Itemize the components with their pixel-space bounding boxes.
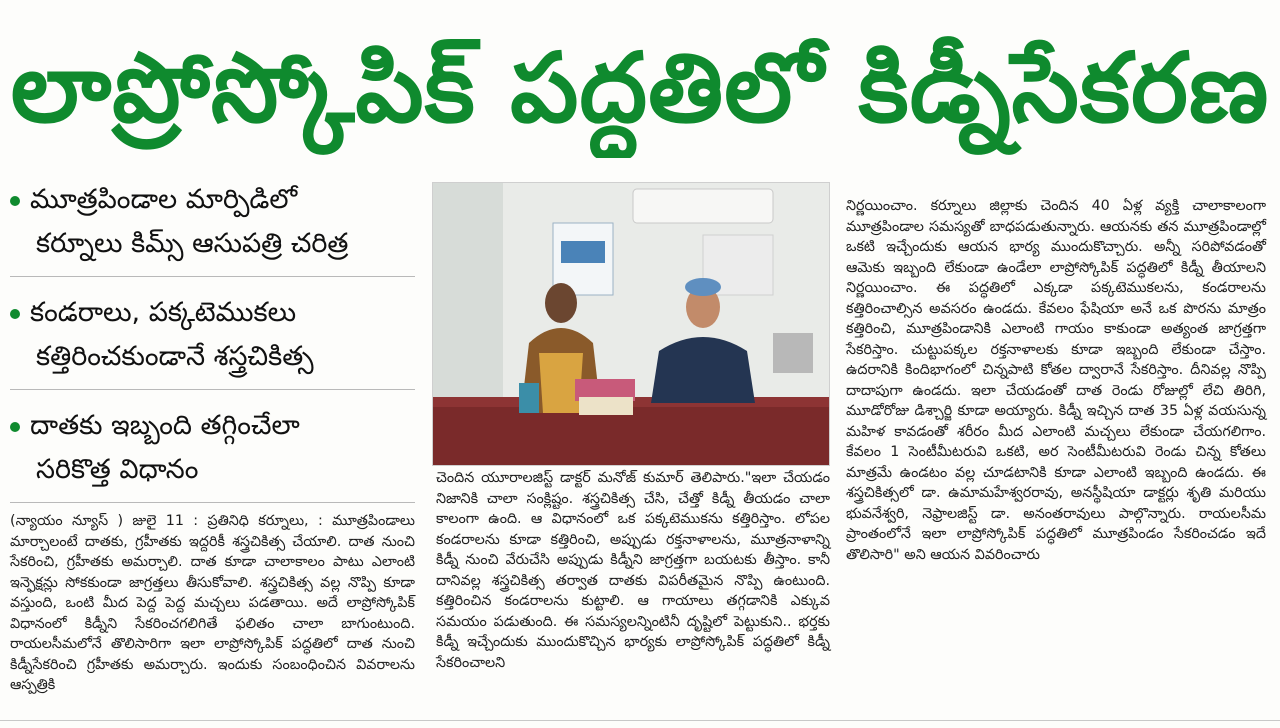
bullet-line: కత్తిరించకుండానే శస్త్రచికిత్స: [36, 341, 314, 372]
bullet-point: [10, 398, 415, 503]
bullet-point: [10, 172, 415, 277]
article-text-col3: నిర్ణయించాం. కర్నూలు జిల్లాకు చెందిన 40 ఏళ్ల వ్యక్తి చాలాకాలంగా మూత్రపిండాల సమస్యతో బాధపడుతున్నారు. ఆయనకు తన మూత్రపిండాల్లో ఒకటి ఇచ్చేందుకు ఆయన భార్య ముందుకొచ్చారు. అన్నీ సరిపోవడంతో ఆమెకు ఇబ్బంది లేకుండా ఉండేలా లాప్రోస్కోపిక్ పద్ధతిలో కిడ్నీ తీయాలని నిర్ణయించాం. ఈ పద్ధతిలో ఎక్కడా పక్కటెముకలను, కండరాలను కత్తిరించాల్సిన అవసరం ఉండదు. కేవలం ఫేషియా అనే ఒక పొరను మాత్రం కత్తిరించి, మూత్రపిండానికి ఎలాంటి గాయం కాకుండా అత్యంత జాగ్రత్తగా సేకరిస్తాం. చుట్టుపక్కల రక్తనాళాలకు కూడా ఇబ్బంది లేకుండా చేస్తాం. ఉదరానికి కిందిభాగంలో చిన్నపాటి కోతల ద్వారానే సేకరిస్తాం. దీనివల్ల నొప్పి దాదాపుగా ఉండదు. ఇలా చేయడంతో దాత రెండు రోజుల్లో లేచి తిరిగి, మూడోరోజు డిశ్చార్జి కూడా అయ్యారు. కిడ్నీ ఇచ్చిన దాత 35 ఏళ్ల వయసున్న మహిళ కావడంతో శరీరం మీద ఎలాంటి మచ్చలు లేకుండా చేయగలిగాం. కేవలం 1 సెంటీమీటరువి ఒకటి, అర సెంటీమీటరువి రెండు చిన్న కోతలు మాత్రమే ఉండటం వల్ల చూడటానికి కూడా ఎలాంటి ఇబ్బంది ఉండదు. ఈ శస్త్రచికిత్సలో డా. ఉమామహేశ్వరరావు, అనస్థీషియా డాక్టర్లు శృతి మరియు భువనేశ్వరి, నెఫ్రాలజిస్ట్ డా. అనంతరావులు పాల్గొన్నారు. రాయలసీమ ప్రాంతంలోనే ఇలా లాప్రోస్కోపిక్ పద్ధతిలో మూత్రపిండం సేకరించడం ఇదే తొలిసారి" అని ఆయన వివరించారు: [846, 198, 1266, 563]
bullet-line: సరికొత్త విధానం: [36, 454, 199, 485]
bullet-dot-icon: [10, 309, 20, 319]
bullet-line: దాతకు ఇబ్బంది తగ్గించేలా: [30, 410, 300, 441]
bullet-line: కండరాలు, పక్కటెముకలు: [30, 297, 297, 328]
bullet-point: [10, 285, 415, 390]
bottom-divider: [0, 720, 1280, 721]
doctor-patient-photo: [433, 183, 829, 465]
bullet-line: మూత్రపిండాల మార్పిడిలో: [30, 184, 298, 215]
bullet-dot-icon: [10, 196, 20, 206]
bullet-dot-icon: [10, 422, 20, 432]
article-text-col2: చెందిన యూరాలజిస్ట్ డాక్టర్ మనోజ్ కుమార్ తెలిపారు."ఇలా చేయడం నిజానికి చాలా సంక్లిష్టం. శస్త్రచికిత్స చేసి, చేత్తో కిడ్నీ తీయడం చాలా కాలంగా ఉంది. ఆ విధానంలో ఒక పక్కటెముకను కత్తిరిస్తాం. లోపల కండరాలను కూడా కత్తిరించి, అప్పుడు రక్తనాళాలను, మూత్రనాళాన్ని కిడ్నీ నుంచి వేరుచేసి అప్పుడు కిడ్నీని జాగ్రత్తగా బయటకు తీస్తాం. కానీ దానివల్ల శస్త్రచికిత్స తర్వాత దాతకు విపరీతమైన నొప్పి ఉంటుంది. కత్తిరించిన కండరాలను కుట్టాలి. ఆ గాయాలు తగ్గడానికి ఎక్కువ సమయం పడుతుంది. ఈ సమస్యలన్నింటినీ దృష్టిలో పెట్టుకుని.. భర్తకు కిడ్నీ ఇచ్చేందుకు ముందుకొచ్చిన భార్యకు లాప్రోస్కోపిక్ పద్ధతిలో కిడ్నీ సేకరించాలని: [436, 470, 830, 671]
article-text-col1: (న్యాయం న్యూస్ ) జులై 11 : ప్రతినిధి కర్నూలు, : మూత్రపిండాలు మార్చాలంటే దాతకు, గ్రహీతకు ఇద్దరికీ శస్త్రచికిత్స చేయాలి. దాత నుంచి సేకరించి, గ్రహీతకు అమర్చాలి. దాత కూడా చాలాకాలం పాటు ఎలాంటి ఇన్ఫెక్షన్లు సోకకుండా జాగ్రత్తలు తీసుకోవాలి. శస్త్రచికిత్స వల్ల నొప్పి కూడా వస్తుంది, ఒంటి మీద పెద్ద పెద్ద మచ్చలు పడతాయి. అదే లాప్రోస్కోపిక్ విధానంలో కిడ్నీని సేకరించగలిగితే ఫలితం చాలా బాగుంటుంది. రాయలసీమలోనే తొలిసారిగా ఇలా లాప్రోస్కోపిక్ పద్ధతిలో దాత నుంచి కిడ్నీసేకరించి గ్రహీతకు అమర్చారు. ఇందుకు సంబంధించిన వివరాలను ఆస్పత్రికి: [10, 513, 415, 693]
bullet-line: కర్నూలు కిమ్స్ ఆసుపత్రి చరిత్ర: [36, 228, 349, 259]
headline: లాప్రోస్కోపిక్ పద్ధతిలో కిడ్నీసేకరణ: [10, 32, 1270, 144]
article-photo: [432, 182, 830, 466]
left-column: [10, 172, 415, 696]
